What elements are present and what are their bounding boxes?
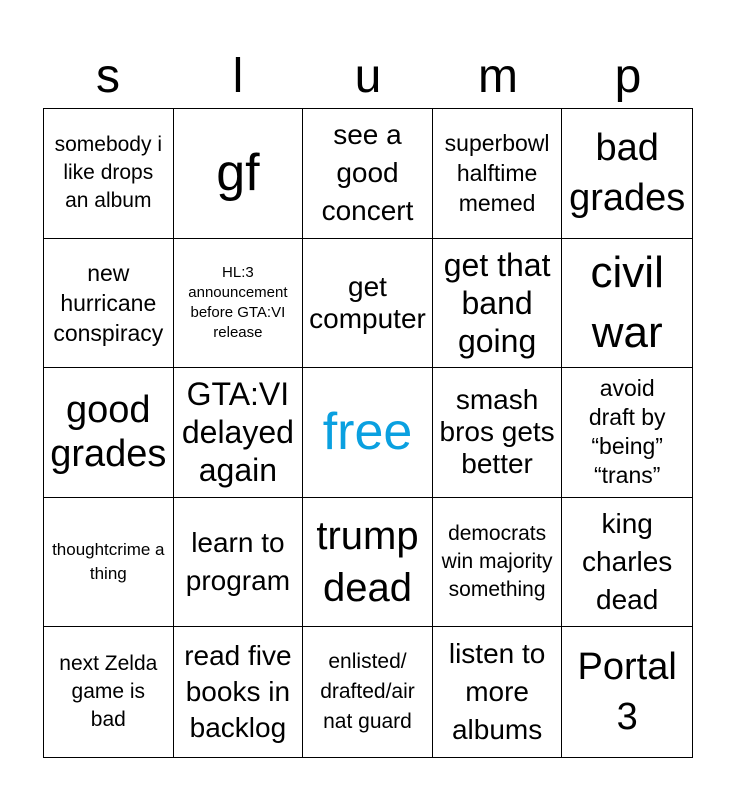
cell-text: learn to program <box>185 527 291 597</box>
bingo-cell[interactable] <box>303 109 433 239</box>
bingo-cell[interactable] <box>562 109 692 239</box>
cell-text: king charles dead <box>582 508 673 616</box>
bingo-cell[interactable] <box>303 627 433 757</box>
cell-text: new hurricane conspiracy <box>53 259 164 346</box>
cell-text: HL:3 announcement before GTA:VI release <box>188 263 288 341</box>
cell-text: smash bros gets better <box>439 384 555 480</box>
bingo-cell[interactable] <box>44 498 174 628</box>
bingo-cell[interactable] <box>303 239 433 369</box>
bingo-cell[interactable] <box>174 627 304 757</box>
bingo-cell[interactable] <box>562 368 692 498</box>
cell-text: get computer <box>309 270 426 334</box>
bingo-cell[interactable] <box>433 239 563 369</box>
cell-text: superbowl halftime memed <box>444 130 550 217</box>
bingo-board <box>43 108 693 758</box>
cell-text: gf <box>216 144 260 203</box>
cell-text: trump dead <box>316 514 419 611</box>
cell-text: get that band going <box>443 246 551 359</box>
bingo-cell[interactable] <box>303 498 433 628</box>
cell-text: somebody i like drops an album <box>54 133 162 213</box>
cell-text: next Zelda game is bad <box>59 652 158 732</box>
free-space[interactable] <box>303 368 433 498</box>
bingo-cell[interactable] <box>433 627 563 757</box>
bingo-cell[interactable] <box>44 368 174 498</box>
cell-text: read five books in backlog <box>184 640 292 744</box>
cell-text: see a good concert <box>321 119 414 227</box>
free-space-text: free <box>322 403 413 462</box>
bingo-cell[interactable] <box>174 368 304 498</box>
title-letter: u <box>354 50 382 103</box>
bingo-cell[interactable] <box>174 498 304 628</box>
bingo-cell[interactable] <box>44 627 174 757</box>
cell-text: thoughtcrime a thing <box>52 540 165 584</box>
bingo-title <box>43 48 693 106</box>
title-letter: l <box>232 50 244 103</box>
cell-text: listen to more albums <box>448 638 546 746</box>
title-letter: p <box>614 50 642 103</box>
bingo-cell[interactable] <box>562 239 692 369</box>
cell-text: GTA:VI delayed again <box>181 376 294 489</box>
bingo-cell[interactable] <box>562 627 692 757</box>
bingo-cell[interactable] <box>433 498 563 628</box>
title-letter: m <box>478 50 518 103</box>
bingo-cell[interactable] <box>174 109 304 239</box>
cell-text: bad grades <box>569 127 686 220</box>
cell-text: Portal 3 <box>577 646 677 739</box>
cell-text: civil war <box>590 247 664 357</box>
bingo-cell[interactable] <box>44 109 174 239</box>
cell-text: enlisted/ drafted/air nat guard <box>320 650 415 734</box>
cell-text: avoid draft by “being” “trans” <box>588 375 666 489</box>
bingo-cell[interactable] <box>44 239 174 369</box>
bingo-cell[interactable] <box>174 239 304 369</box>
title-letter: s <box>96 50 120 103</box>
cell-text: democrats win majority something <box>441 522 553 602</box>
cell-text: good grades <box>50 389 167 476</box>
bingo-cell[interactable] <box>562 498 692 628</box>
bingo-cell[interactable] <box>433 368 563 498</box>
bingo-cell[interactable] <box>433 109 563 239</box>
